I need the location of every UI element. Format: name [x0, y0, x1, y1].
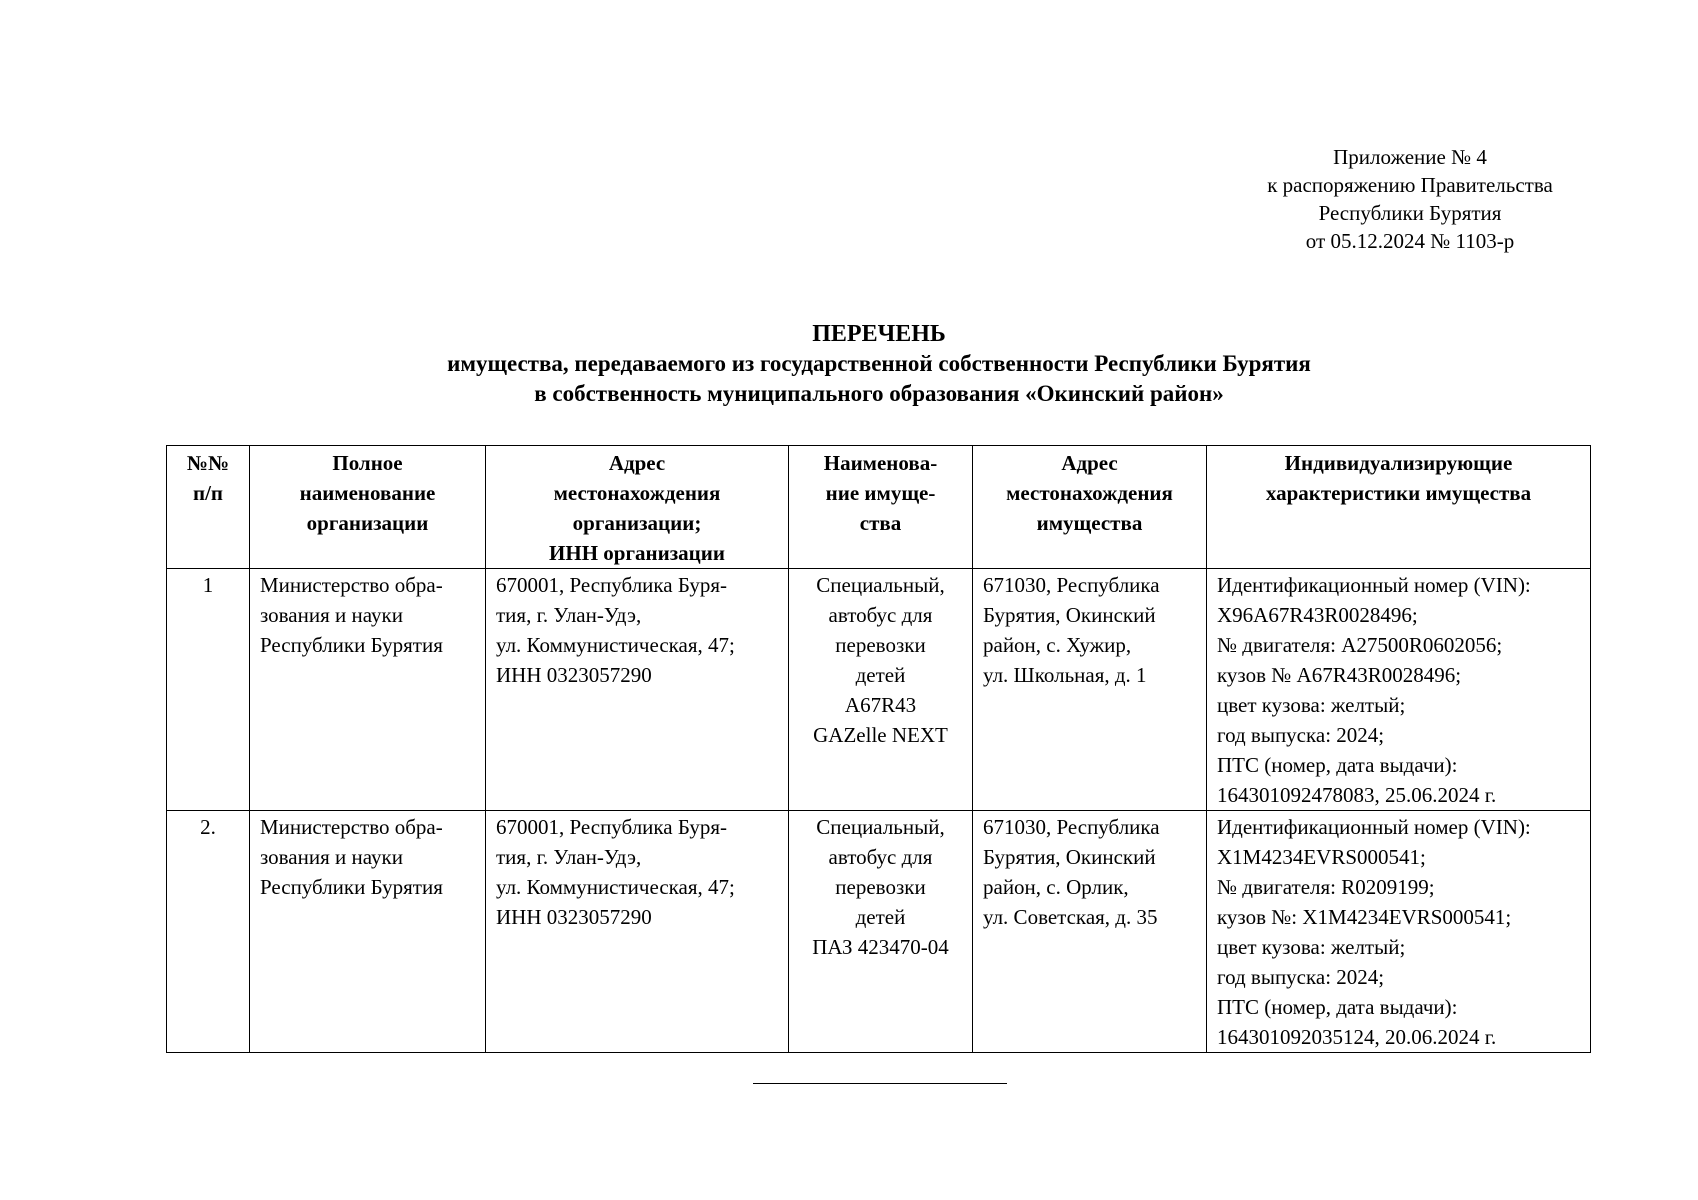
header-cell-property-address	[973, 446, 1207, 569]
cell-text-line: ПТС (номер, дата выдачи):	[1217, 753, 1458, 777]
cell-text-line: год выпуска: 2024;	[1217, 723, 1385, 747]
cell-text-line: ул. Школьная, д. 1	[983, 663, 1147, 687]
property-name-cell	[789, 811, 973, 1053]
closing-rule	[753, 1083, 1007, 1084]
cell-text-line: район, с. Орлик,	[983, 875, 1129, 899]
cell-text-line: ние имуще-	[825, 481, 936, 505]
cell-text-line: ул. Коммунистическая, 47;	[496, 875, 735, 899]
row-number: 1	[167, 569, 250, 811]
document-heading	[0, 319, 1698, 409]
appendix-line: Республики Бурятия	[1318, 201, 1502, 225]
table-row	[167, 569, 1591, 811]
cell-text-line: ПАЗ 423470-04	[812, 935, 949, 959]
cell-text-line: зования и науки	[260, 845, 403, 869]
cell-text-line: тия, г. Улан-Удэ,	[496, 845, 642, 869]
property-address-cell	[973, 811, 1207, 1053]
cell-text-line: ства	[859, 511, 902, 535]
property-table	[166, 445, 1591, 1053]
header-cell-number	[167, 446, 250, 569]
cell-text-line: характеристики имущества	[1265, 481, 1532, 505]
organization-cell	[250, 569, 486, 811]
cell-text-line: Идентификационный номер (VIN):	[1217, 815, 1531, 839]
cell-text-line: Идентификационный номер (VIN):	[1217, 573, 1531, 597]
document-subtitle: в собственность муниципального образования «Окинский район»	[534, 381, 1224, 406]
cell-text-line: №№	[186, 451, 230, 475]
cell-text-line: местонахождения	[553, 481, 721, 505]
cell-text-line: Специальный,	[816, 815, 945, 839]
row-number: 2.	[167, 811, 250, 1053]
cell-text-line: Бурятия, Окинский	[983, 845, 1156, 869]
cell-text-line: Индивидуализирующие	[1284, 451, 1513, 475]
cell-text-line: автобус для	[828, 845, 933, 869]
cell-text-line: перевозки	[835, 633, 926, 657]
cell-text-line: Специальный,	[816, 573, 945, 597]
org-address-cell	[486, 811, 789, 1053]
cell-text-line: тия, г. Улан-Удэ,	[496, 603, 642, 627]
cell-text-line: A67R43	[844, 693, 917, 717]
property-name-cell	[789, 569, 973, 811]
characteristics-cell	[1207, 569, 1591, 811]
table-header-row	[167, 446, 1591, 569]
cell-text-line: автобус для	[828, 603, 933, 627]
appendix-reference	[1240, 143, 1580, 255]
appendix-date-number: от 05.12.2024 № 1103-р	[1305, 229, 1515, 253]
cell-text-line: наименование	[299, 481, 436, 505]
cell-text-line: Бурятия, Окинский	[983, 603, 1156, 627]
cell-text-line: 164301092478083, 25.06.2024 г.	[1217, 783, 1497, 807]
header-cell-property-name	[789, 446, 973, 569]
cell-text-line: X1M4234EVRS000541;	[1217, 845, 1426, 869]
cell-text-line: Адрес	[608, 451, 666, 475]
header-cell-organization	[250, 446, 486, 569]
table-row	[167, 811, 1591, 1053]
cell-text-line: имущества	[1036, 511, 1143, 535]
cell-text-line: ИНН организации	[549, 541, 725, 565]
cell-text-line: 164301092035124, 20.06.2024 г.	[1217, 1025, 1497, 1049]
cell-text-line: № двигателя: A27500R0602056;	[1217, 633, 1503, 657]
cell-text-line: Министерство обра-	[260, 573, 443, 597]
cell-text-line: п/п	[192, 481, 224, 505]
document-title: ПЕРЕЧЕНЬ	[812, 321, 946, 347]
property-address-cell	[973, 569, 1207, 811]
cell-text-line: кузов № A67R43R0028496;	[1217, 663, 1462, 687]
cell-text-line: GAZelle NEXT	[813, 723, 948, 747]
org-address-cell	[486, 569, 789, 811]
cell-text-line: организации;	[572, 511, 702, 535]
cell-text-line: зования и науки	[260, 603, 403, 627]
cell-text-line: организации	[306, 511, 429, 535]
appendix-line: Приложение № 4	[1333, 145, 1487, 169]
document-subtitle: имущества, передаваемого из государственной собственности Республики Бурятия	[447, 351, 1311, 376]
appendix-line: к распоряжению Правительства	[1267, 173, 1553, 197]
cell-text-line: ул. Коммунистическая, 47;	[496, 633, 735, 657]
cell-text-line: Полное	[332, 451, 403, 475]
header-cell-org-address	[486, 446, 789, 569]
cell-text-line: детей	[855, 663, 906, 687]
cell-text-line: ИНН 0323057290	[496, 663, 652, 687]
cell-text-line: 671030, Республика	[983, 815, 1160, 839]
cell-text-line: № двигателя: R0209199;	[1217, 875, 1435, 899]
header-cell-characteristics	[1207, 446, 1591, 569]
cell-text-line: год выпуска: 2024;	[1217, 965, 1385, 989]
cell-text-line: район, с. Хужир,	[983, 633, 1132, 657]
cell-text-line: цвет кузова: желтый;	[1217, 693, 1406, 717]
characteristics-cell	[1207, 811, 1591, 1053]
cell-text-line: ул. Советская, д. 35	[983, 905, 1158, 929]
cell-text-line: ПТС (номер, дата выдачи):	[1217, 995, 1458, 1019]
organization-cell	[250, 811, 486, 1053]
cell-text-line: Адрес	[1061, 451, 1118, 475]
cell-text-line: детей	[855, 905, 906, 929]
cell-text-line: перевозки	[835, 875, 926, 899]
cell-text-line: Министерство обра-	[260, 815, 443, 839]
cell-text-line: 670001, Республика Буря-	[496, 573, 728, 597]
cell-text-line: Республики Бурятия	[260, 875, 443, 899]
cell-text-line: Наименова-	[823, 451, 938, 475]
cell-text-line: 671030, Республика	[983, 573, 1160, 597]
cell-text-line: ИНН 0323057290	[496, 905, 652, 929]
cell-text-line: цвет кузова: желтый;	[1217, 935, 1406, 959]
cell-text-line: X96A67R43R0028496;	[1217, 603, 1418, 627]
cell-text-line: 670001, Республика Буря-	[496, 815, 728, 839]
cell-text-line: кузов №: X1M4234EVRS000541;	[1217, 905, 1512, 929]
cell-text-line: местонахождения	[1006, 481, 1173, 505]
cell-text-line: Республики Бурятия	[260, 633, 443, 657]
